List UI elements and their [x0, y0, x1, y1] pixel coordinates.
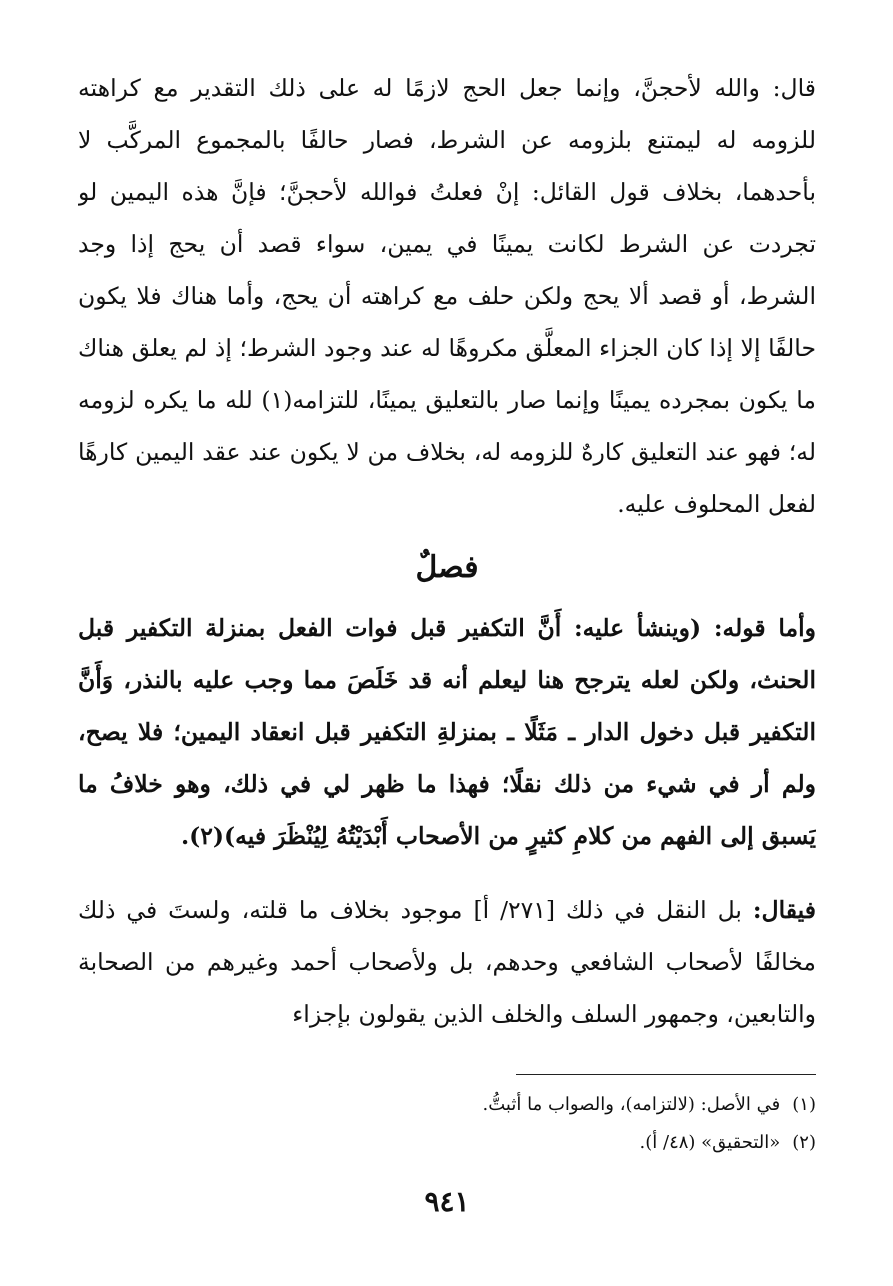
footnote-2 [78, 1124, 816, 1162]
footnote-number: (١) [792, 1094, 816, 1115]
page [78, 62, 816, 1262]
footnotes [78, 1086, 816, 1162]
paragraph-3-body: بل النقل في ذلك [٢٧١/ أ] موجود بخلاف ما قلته، ولستَ في ذلك مخالفًا لأصحاب الشافعي وحدهم، بل ولأصحاب أحمد وغيرهم من الصحابة والتابعين، وجمهور السلف والخلف الذين يقولون بإجزاء [78, 896, 816, 1028]
body-paragraph-1: قال: والله لأحجنَّ، وإنما جعل الحج لازمًا له على ذلك التقدير مع كراهته للزومه له ليمتنع بلزومه عن الشرط، فصار حالفًا بالمجموع المركَّب لا بأحدهما، بخلاف قول القائل: إنْ فعلتُ فوالله لأحجنَّ؛ فإنَّ هذه اليمين لو تجردت عن الشرط لكانت يمينًا في يمين، سواء قصد أن يحج إذا وجد الشرط، أو قصد ألا يحج ولكن حلف مع كراهته أن يحج، وأما هناك فلا يكون حالفًا إلا إذا كان الجزاء المعلَّق مكروهًا له عند وجود الشرط؛ إذ لم يعلق هناك ما يكون بمجرده يمينًا وإنما صار بالتعليق يمينًا، للتزامه(١) لله ما يكره لزومه له؛ فهو عند التعليق كارهٌ للزومه له، بخلاف من لا يكون عند عقد اليمين كارهًا لفعل المحلوف عليه. [78, 74, 816, 518]
section-heading: فصلٌ [415, 550, 479, 585]
body-paragraph-3 [78, 884, 816, 1040]
paragraph-3-lead: فيقال: [752, 896, 816, 924]
footnote-number: (٢) [792, 1132, 816, 1153]
footnote-1 [78, 1086, 816, 1124]
footnote-text: «التحقيق» (٤٨/ أ). [639, 1132, 781, 1153]
footnote-separator [516, 1074, 816, 1075]
footnote-text: في الأصل: (لالتزامه)، والصواب ما أثبتُّ. [482, 1094, 781, 1115]
page-number: ٩٤١ [424, 1185, 470, 1218]
body-paragraph-2: وأما قوله: (وينشأ عليه: أَنَّ التكفير قبل فوات الفعل بمنزلة التكفير قبل الحنث، ولكن لعله يترجح هنا ليعلم أنه قد خَلَصَ مما وجب عليه بالنذر، وَأَنَّ التكفير قبل دخول الدار ـ مَثَلًا ـ بمنزلةِ التكفير قبل انعقاد اليمين؛ فلا يصح، ولم أر في شيء من ذلك نقلًا؛ فهذا ما ظهر لي في ذلك، وهو خلافُ ما يَسبق إلى الفهم من كلامِ كثيرٍ من الأصحاب أَبْدَيْتُهُ لِيُنْظَرَ فيه)(٢). [78, 614, 816, 850]
